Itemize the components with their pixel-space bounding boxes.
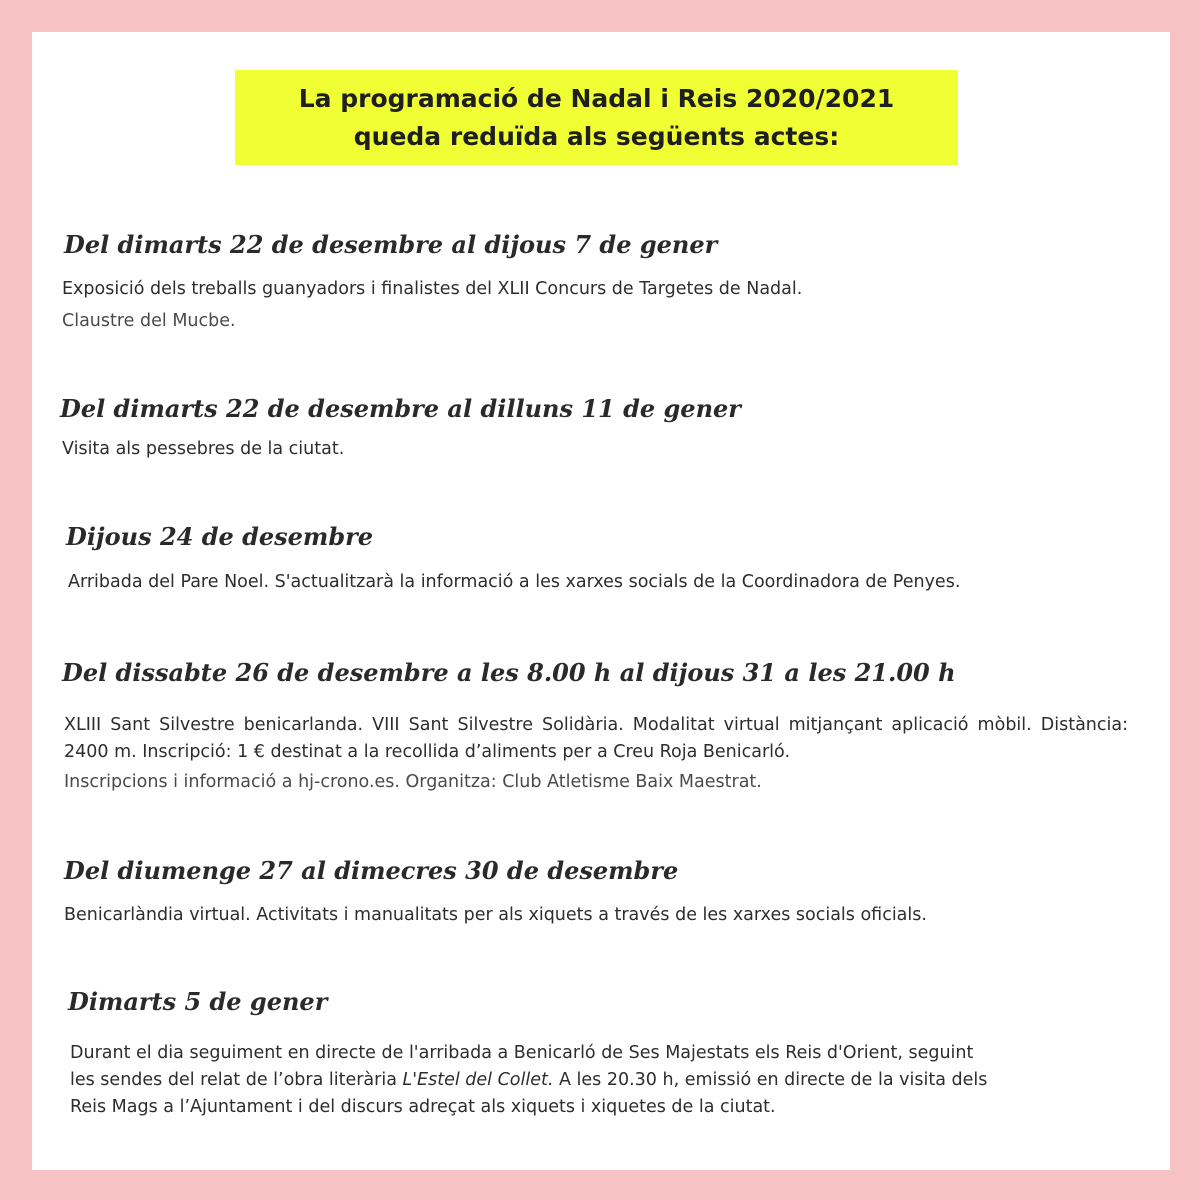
title-line-2: queda reduïda als següents actes: — [353, 121, 840, 151]
event-date: Dijous 24 de desembre — [66, 522, 374, 551]
event-description — [70, 1040, 987, 1121]
event-description-text: les sendes del relat de l’obra literària — [70, 1070, 403, 1090]
title-line-1: La programació de Nadal i Reis 2020/2021 — [298, 83, 895, 113]
event-description: Visita als pessebres de la ciutat. — [62, 439, 345, 459]
event-description: Exposició dels treballs guanyadors i finalistes del XLII Concurs de Targetes de Nadal. — [62, 279, 803, 299]
event-description-line: Durant el dia seguiment en directe de l'arribada a Benicarló de Ses Majestats els Reis d'Orient, seguint — [70, 1043, 974, 1063]
event-description: XLIII Sant Silvestre benicarlanda. VIII Sant Silvestre Solidària. Modalitat virtual mitjançant aplicació mòbil. Distància: 2400 m. Inscripció: 1 € destinat a la recollida d’aliments per a Creu Roja Benicarló. — [64, 715, 1128, 762]
event-info: Inscripcions i informació a hj-crono.es. Organitza: Club Atletisme Baix Maestrat. — [64, 772, 762, 792]
title-banner — [235, 70, 958, 165]
event-description-text: A les 20.30 h, emissió en directe de la visita dels — [553, 1070, 988, 1090]
event-date: Dimarts 5 de gener — [68, 987, 328, 1016]
book-title: L'Estel del Collet. — [402, 1070, 554, 1090]
event-description: Arribada del Pare Noel. S'actualitzarà la informació a les xarxes socials de la Coordinadora de Penyes. — [68, 572, 961, 592]
event-date: Del diumenge 27 al dimecres 30 de desembre — [64, 856, 679, 885]
event-date: Del dimarts 22 de desembre al dilluns 11 de gener — [60, 394, 741, 423]
event-description: Benicarlàndia virtual. Activitats i manualitats per als xiquets a través de les xarxes socials oficials. — [64, 905, 927, 925]
event-date: Del dimarts 22 de desembre al dijous 7 de gener — [64, 230, 718, 259]
content-card — [32, 32, 1170, 1170]
event-date: Del dissabte 26 de desembre a les 8.00 h al dijous 31 a les 21.00 h — [62, 658, 956, 687]
event-description-line: Reis Mags a l’Ajuntament i del discurs adreçat als xiquets i xiquetes de la ciutat. — [70, 1097, 776, 1117]
event-description-line — [70, 1067, 987, 1094]
event-place: Claustre del Mucbe. — [62, 311, 236, 331]
